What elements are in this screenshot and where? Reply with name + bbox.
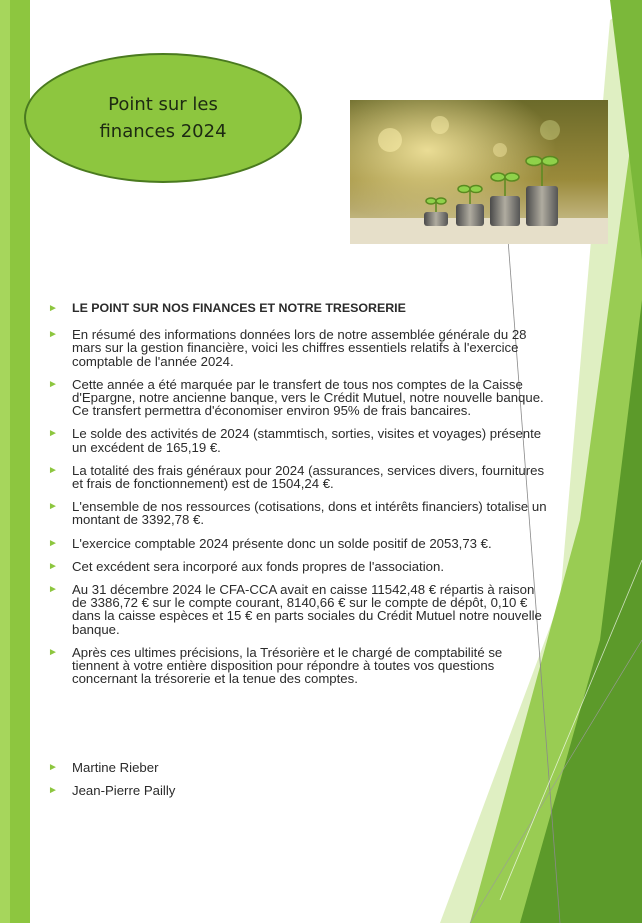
paragraph-text: En résumé des informations données lors de notre assemblée générale du 28 mars sur la gestion financière, voici les chiffres essentiels relatifs à l'exercice comptable de l'année 2024.	[72, 327, 527, 369]
title-ellipse	[24, 53, 302, 183]
triangle-right-icon: ►	[48, 303, 58, 314]
triangle-right-icon: ►	[48, 560, 58, 572]
paragraph-text: Cette année a été marquée par le transfert de tous nos comptes de la Caisse d'Epargne, notre ancienne banque, vers le Crédit Mutuel, notre nouvelle banque. Ce transfert permettra d'économiser environ 95% de frais bancaires.	[72, 376, 544, 419]
paragraph-text: Après ces ultimes précisions, la Trésorière et le chargé de comptabilité se tiennent à votre entière disposition pour répondre à toutes vos questions concernant la trésorerie et la tenue des comptes.	[72, 644, 503, 687]
triangle-right-icon: ►	[48, 537, 58, 549]
paragraph-text: Le solde des activités de 2024 (stammtisch, sorties, visites et voyages) présente un excédent de 165,19 €.	[72, 426, 542, 455]
list-item	[48, 583, 548, 636]
signature-list	[48, 760, 175, 806]
paragraph-text: Cet excédent sera incorporé aux fonds propres de l'association.	[72, 558, 444, 574]
list-item	[48, 500, 548, 526]
paragraph-text: L'ensemble de nos ressources (cotisations, dons et intérêts financiers) totalise un montant de 3392,78 €.	[72, 499, 547, 528]
triangle-right-icon: ►	[48, 501, 58, 513]
coin-stack-1	[424, 212, 448, 226]
list-item-heading	[48, 302, 548, 315]
signature-item	[48, 783, 175, 798]
section-heading: LE POINT SUR NOS FINANCES ET NOTRE TRESORERIE	[72, 301, 406, 315]
bokeh-3	[540, 120, 560, 140]
triangle-right-icon: ►	[48, 464, 58, 476]
triangle-right-icon: ►	[48, 428, 58, 440]
left-green-bar-shade	[0, 0, 10, 923]
finance-content-list	[48, 302, 548, 695]
paragraph-text: L'exercice comptable 2024 présente donc un solde positif de 2053,73 €.	[72, 535, 492, 551]
list-item	[48, 537, 548, 550]
bokeh-1	[378, 128, 402, 152]
triangle-right-icon: ►	[48, 378, 58, 390]
coin-stack-4	[526, 186, 558, 226]
signature-name: Martine Rieber	[72, 760, 159, 775]
signature-name: Jean-Pierre Pailly	[72, 783, 176, 798]
coins-seedling-photo	[350, 100, 608, 244]
list-item	[48, 464, 548, 490]
coin-stack-3	[490, 196, 520, 226]
list-item	[48, 328, 548, 368]
list-item	[48, 646, 548, 686]
paragraph-text: Au 31 décembre 2024 le CFA-CCA avait en caisse 11542,48 € répartis à raison de 3386,72 € sur le compte courant, 8140,66 € sur le compte de dépôt, 0,10 € dans la caisse espèces et 15 € en parts sociales du Crédit Mutuel notre nouvelle banque.	[72, 582, 542, 637]
list-item	[48, 378, 548, 418]
page-title: Point sur les finances 2024	[99, 94, 227, 142]
bokeh-4	[493, 143, 507, 157]
triangle-right-icon: ►	[48, 785, 58, 796]
signature-item	[48, 760, 175, 775]
triangle-right-icon: ►	[48, 329, 58, 341]
paragraph-text: La totalité des frais généraux pour 2024 (assurances, services divers, fournitures et frais de fonctionnement) est de 1504,24 €.	[72, 462, 545, 492]
triangle-right-icon: ►	[48, 584, 58, 596]
coin-stack-2	[456, 204, 484, 226]
triangle-right-icon: ►	[48, 646, 58, 658]
triangle-right-icon: ►	[48, 762, 58, 773]
list-item	[48, 560, 548, 573]
bokeh-2	[431, 116, 449, 134]
list-item	[48, 427, 548, 453]
